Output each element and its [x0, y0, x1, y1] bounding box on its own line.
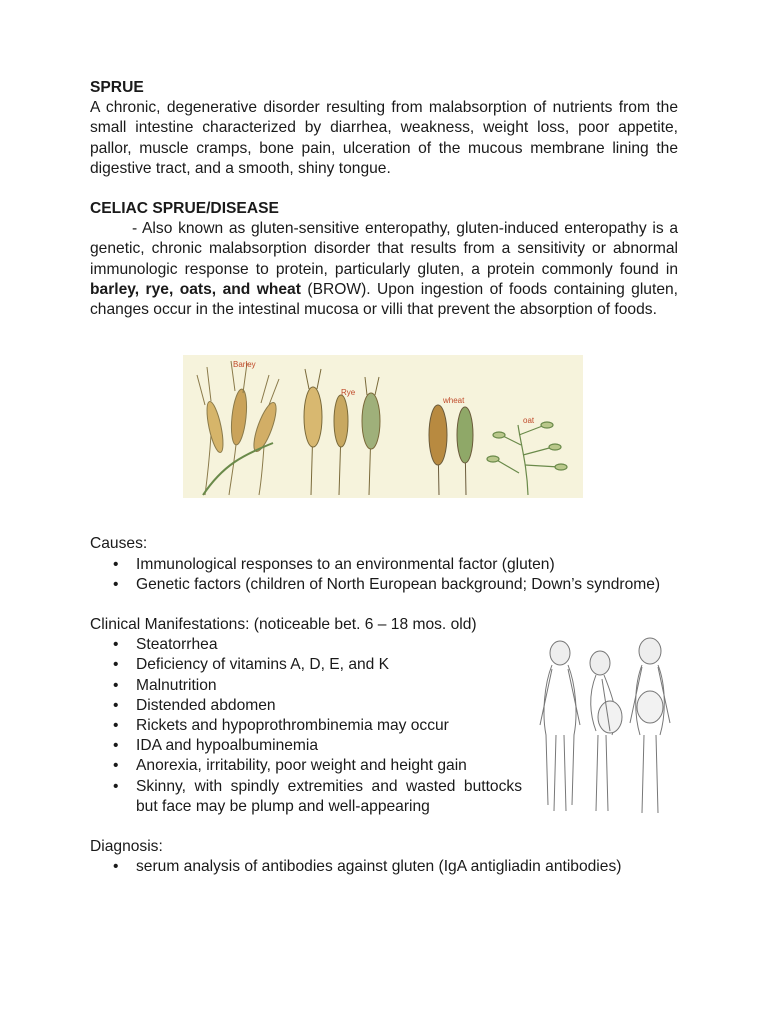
wheat-label: wheat	[443, 396, 465, 406]
child-side-figure	[590, 651, 622, 811]
bullet-icon: •	[113, 696, 119, 714]
celiac-grains-bold: barley, rye, oats, and wheat	[90, 280, 301, 298]
list-item: • Anorexia, irritability, poor weight and height gain	[136, 756, 522, 776]
list-item: • Deficiency of vitamins A, D, E, and K	[136, 655, 522, 675]
bullet-icon: •	[113, 777, 119, 795]
celiac-text-post: (BROW). Upon ingestion of foods containing gluten, changes occur in the intestinal mucosa or villi that prevent the absorption of foods.	[90, 280, 678, 319]
rye-label: Rye	[341, 388, 356, 398]
child-back-figure	[540, 641, 580, 811]
diagnosis-list	[90, 857, 678, 877]
list-item: • IDA and hypoalbuminemia	[136, 736, 522, 756]
barley-label: Barley	[233, 360, 256, 370]
bullet-icon: •	[113, 575, 119, 593]
clinical-label: Clinical Manifestations: (noticeable bet. 6 – 18 mos. old)	[90, 616, 477, 634]
diagnosis-label: Diagnosis:	[90, 838, 163, 856]
children-illustration	[538, 635, 676, 819]
clinical-section	[90, 615, 678, 817]
child-front-figure	[630, 638, 670, 813]
bullet-icon: •	[113, 757, 119, 775]
clinical-list	[90, 635, 522, 817]
bullet-icon: •	[113, 717, 119, 735]
list-item: • Immunological responses to an environmental factor (gluten)	[136, 555, 678, 575]
document-page	[90, 78, 678, 877]
sprue-paragraph: A chronic, degenerative disorder resulting from malabsorption of nutrients from the small intestine characterized by diarrhea, weakness, weight loss, poor appetite, pallor, muscle cramps, bone pain, ulceration of the mucous membrane lining the digestive tract, and a smooth, shiny tongue.	[90, 99, 678, 177]
celiac-paragraph	[90, 219, 678, 320]
list-item: • Distended abdomen	[136, 696, 522, 716]
celiac-text-pre: - Also known as gluten-sensitive enteropathy, gluten-induced enteropathy is a genetic, chronic malabsorption disorder that results from a sensitivity or abnormal immunologic response to protein, particularly gluten, a protein commonly found in	[90, 220, 678, 278]
celiac-heading: CELIAC SPRUE/DISEASE	[90, 200, 279, 218]
list-item: • Genetic factors (children of North European background; Down’s syndrome)	[136, 575, 678, 595]
sprue-heading: SPRUE	[90, 79, 144, 96]
bullet-icon: •	[113, 555, 119, 573]
list-item: • Rickets and hypoprothrombinemia may occur	[136, 716, 522, 736]
bullet-icon: •	[113, 656, 119, 674]
causes-list	[90, 555, 678, 595]
bullet-icon: •	[113, 737, 119, 755]
oat-label: oat	[523, 416, 535, 426]
bullet-icon: •	[113, 858, 119, 876]
list-item: • serum analysis of antibodies against gluten (IgA antigliadin antibodies)	[136, 857, 678, 877]
bullet-icon: •	[113, 676, 119, 694]
grain-illustration	[183, 355, 583, 498]
bullet-icon: •	[113, 636, 119, 654]
causes-label: Causes:	[90, 535, 148, 553]
list-item: • Malnutrition	[136, 676, 522, 696]
list-item: • Steatorrhea	[136, 635, 522, 655]
list-item: • Skinny, with spindly extremities and wasted buttocks but face may be plump and well-appearing	[113, 777, 522, 815]
